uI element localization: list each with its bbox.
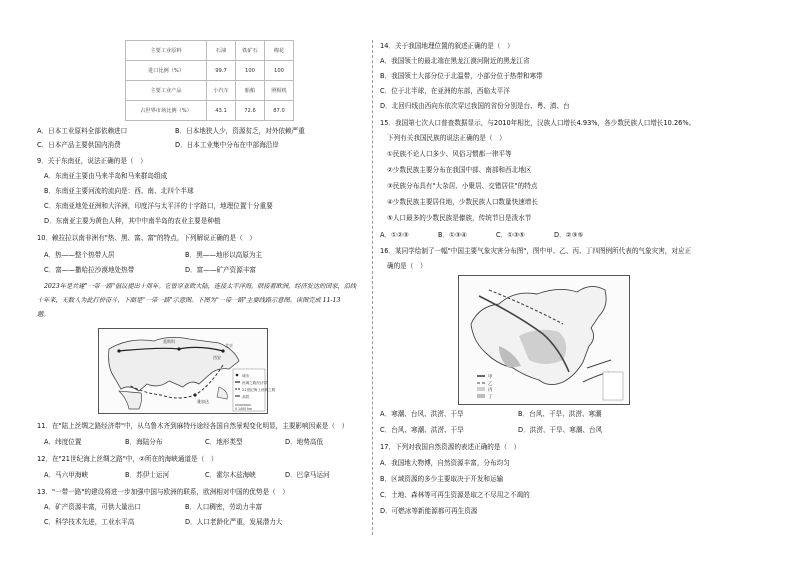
japan-trade-table — [125, 40, 294, 121]
legend-city-symbol — [236, 374, 239, 377]
legend-label: 甲 — [488, 375, 493, 380]
option-a: A．矿产资源丰富，可供大量出口 — [44, 503, 141, 511]
question-stem: 15．我国第七次人口普查数据显示，与2010年相比，汉族人口增长4.93%，各少数民族人口增长10.26%。 — [380, 119, 696, 127]
passage-line: 2023年是共建"一带一路"倡议提出十周年。它曾穿亚欧大陆，连接太平洋海，联接着欧洲，经济发达的国家，沿线 — [44, 283, 357, 290]
island-landmass — [217, 387, 227, 399]
option-a: A．热——整个热带人居 — [44, 251, 115, 259]
option-d: D．北回归线由西向东依次穿过我国的省份分别是台、粤、滇、台 — [380, 102, 570, 110]
option-d: D．富——矿产资源丰富 — [185, 266, 257, 274]
option-a: A．东南亚主要由马来半岛和马来群岛组成 — [44, 172, 168, 180]
passage-line: 十年来，无数人为此打拼奋斗，下面是"一带一路"示意图。下图为"一带一路"主要线路示意图。读图完成 11-13 — [37, 297, 341, 304]
table-cell: 船舶 — [236, 81, 265, 101]
table-cell: 占世界市场比例（%） — [126, 101, 207, 121]
option-b: B．台风、干旱、洪涝、寒潮 — [518, 410, 602, 418]
statement-item: ④少数民族主要居住地，少数民族人口数量快速增长 — [387, 198, 538, 206]
city-marker — [193, 393, 196, 396]
option-c: C．东南亚地处亚洲和大洋洲，印度洋与太平洋的十字路口，地理位置十分重要 — [44, 202, 273, 210]
option-a: A．我国领土的最北端在黑龙江漠河附近的黑龙江省 — [380, 57, 530, 65]
table-cell: 照相机 — [265, 81, 294, 101]
question-stem: 13．"一带一路"的建设将进一步加强中国与欧洲的联系，欧洲相对中国的优势是（ ） — [37, 488, 289, 496]
table-row — [126, 41, 294, 61]
question-stem: 12．在"21世纪海上丝绸之路"中，②所在的海峡通道是（ ） — [37, 455, 218, 463]
question-stem: 17．下列对我国自然资源的表述正确的是（ ） — [380, 443, 521, 451]
legend-label: 丁 — [488, 395, 493, 400]
option-d: D．日本工业集中分布在中部海沿岸 — [175, 141, 279, 149]
belt-road-map-svg — [99, 329, 276, 413]
table-cell: 铁矿石 — [236, 41, 265, 61]
belt-road-map — [98, 328, 276, 414]
city-marker — [221, 349, 224, 352]
statement-item: ②少数民族主要分布在我国中部、南部和西北地区 — [387, 166, 532, 174]
city-marker — [117, 349, 120, 352]
question-stem: 16．某同学绘制了一幅"中国主要气象灾害分布图"，图中甲、乙、丙、丁四图例所代表的气象灾害，对应正 — [380, 247, 692, 255]
table-cell: 100 — [236, 61, 265, 81]
eurasia-landmass — [109, 337, 239, 391]
option-b: B．东南亚主要河流的流向是：西、南、北四个半球 — [44, 187, 194, 195]
statement-item: ③民族分布具有"大杂居、小聚居、交错居住"的特点 — [387, 182, 538, 190]
question-stem: 10．赖拉拉以南非洲有"热、黑、富、富"的特点，下列解说正确的是（ ） — [37, 234, 256, 242]
option-d: D．地势高低 — [285, 438, 324, 446]
option-c: C．①③⑤ — [496, 231, 525, 239]
option-b: B．我国领土大部分位于北温带，小部分位于热带和寒带 — [380, 72, 543, 80]
table-cell: 棉花 — [265, 41, 294, 61]
option-b: B．区域资源的多少主要取决于开发和运输 — [380, 475, 504, 483]
option-a: A．马六甲海峡 — [44, 471, 89, 479]
option-d: D．洪涝、干旱、寒潮、台风 — [518, 426, 603, 434]
option-b: B．海陆分布 — [125, 438, 163, 446]
legend-label: 城市 — [242, 374, 250, 378]
table-cell: 43.1 — [207, 101, 236, 121]
option-b: B．人口稠密，劳动力丰富 — [185, 503, 263, 511]
option-c: C．地形类型 — [205, 438, 243, 446]
scale-label: 0 1400 km — [235, 407, 253, 411]
china-weather-disaster-map — [458, 275, 630, 405]
option-a: A．日本工业原料全部依赖进口 — [37, 127, 128, 135]
south-sea-inset — [603, 372, 623, 400]
table-row — [126, 61, 294, 81]
option-d: D．东南亚主要为黄色人种，其中中南半岛的农业主要是种植 — [44, 217, 221, 225]
option-d: D．巴拿马运河 — [285, 471, 330, 479]
option-a: A．①②③ — [380, 231, 409, 239]
option-d: D．人口老龄化严重，发展潜力大 — [185, 518, 283, 526]
option-c: C．台风、寒潮、洪涝、干旱 — [380, 426, 464, 434]
legend-label: 丝绸之路经济带 — [242, 381, 268, 385]
table-cell: 进口比例（%） — [126, 61, 207, 81]
option-c: C．富——撒哈拉沙漠地处热带 — [44, 266, 135, 274]
legend-bing-symbol — [477, 387, 485, 391]
option-d: D．②③⑤ — [554, 231, 584, 239]
table-cell: 主要工业产品 — [126, 81, 207, 101]
question-stem: 11．在"陆上丝绸之路经济带"中，从乌鲁木齐到麻特丹途经各国自然景观变化明显，主要影响因素是（ ） — [37, 422, 349, 430]
city-label: 莫斯科 — [163, 339, 175, 344]
city-label: 北京 — [225, 343, 233, 348]
option-d: D．可燃冰等新能源都可再生资源 — [380, 507, 478, 515]
china-map-svg — [459, 276, 629, 404]
legend-label: 乙 — [488, 382, 493, 387]
table-cell: 100 — [265, 61, 294, 81]
africa-landmass — [119, 391, 142, 409]
table-cell: 99.7 — [207, 61, 236, 81]
option-c: C．日本产品主要供国内消费 — [37, 141, 121, 149]
option-c: C．土地、森林等可再生资源是取之不尽用之不竭的 — [380, 491, 530, 499]
option-b: B．苏伊士运河 — [125, 471, 170, 479]
table-cell: 72.6 — [236, 101, 265, 121]
question-stem: 14．关于我国地理位置的叙述正确的是（ ） — [380, 42, 514, 50]
question-substem: 下列有关我国民族的说法正确的是（ ） — [387, 134, 506, 142]
option-c: C．位于北半球，在亚洲的东部，西临太平洋 — [380, 87, 510, 95]
question-stem-continued: 确的是（ ） — [387, 262, 427, 270]
table-cell: 主要工业原料 — [126, 41, 207, 61]
option-a: A．我国地大物博，自然资源丰富，分布均匀 — [380, 459, 510, 467]
table-row — [126, 81, 294, 101]
option-b: B．日本地狭人少，资源贫乏，对外依赖严重 — [175, 127, 305, 135]
legend-label: 丙 — [488, 388, 493, 393]
table-cell: 87.0 — [265, 101, 294, 121]
statement-item: ①民族不论人口多少、风俗习惯都一律平等 — [387, 150, 512, 158]
column-divider — [372, 40, 373, 535]
table-cell: 石油 — [207, 41, 236, 61]
statement-item: ⑤人口最多的少数民族是傣族，传统节日是泼水节 — [387, 214, 532, 222]
city-label: 西安 — [213, 355, 221, 360]
option-a: A．纬度位置 — [44, 438, 82, 446]
table-row — [126, 101, 294, 121]
option-b: B．黑——地形以高原为主 — [185, 251, 263, 259]
city-marker — [177, 347, 180, 350]
legend-ding-symbol — [477, 394, 485, 398]
option-c: C．科学技术先进，工业水平高 — [44, 518, 135, 526]
option-a: A．寒潮、台风、洪涝、干旱 — [380, 410, 464, 418]
question-stem: 9．关于东南亚，说法正确的是（ ） — [37, 157, 147, 165]
legend-label: 高铁 — [242, 395, 250, 399]
city-label: 雅加达 — [197, 399, 209, 404]
passage-line: 题。 — [37, 311, 50, 318]
option-b: B．①③④ — [438, 231, 467, 239]
table-cell: 小汽车 — [207, 81, 236, 101]
legend-label: 21世纪海上丝绸之路 — [242, 388, 276, 392]
option-c: C．霍尔木兹海峡 — [205, 471, 256, 479]
